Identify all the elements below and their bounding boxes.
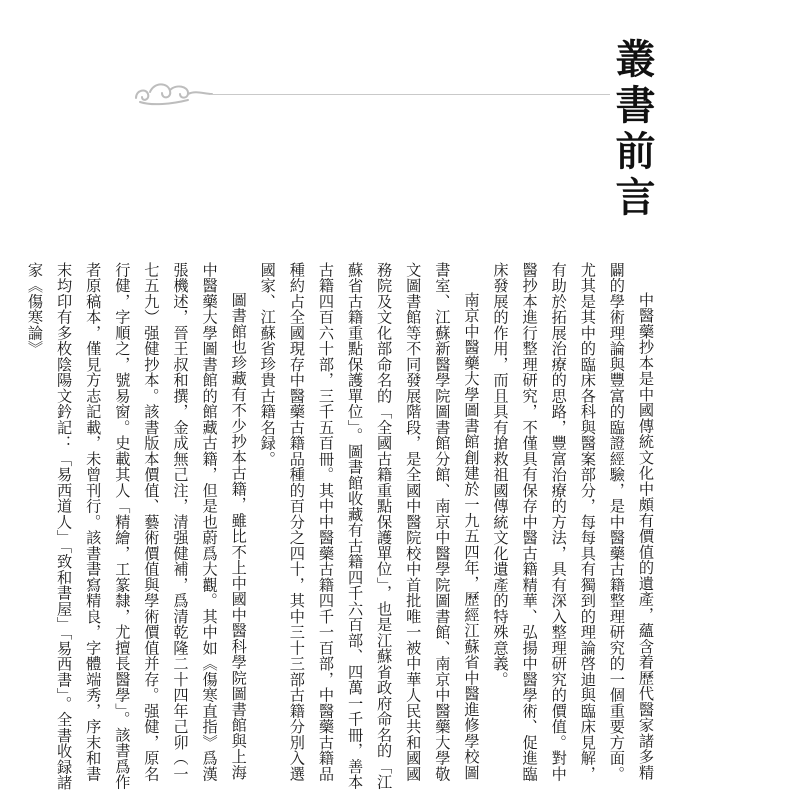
paragraph: 中醫藥抄本是中國傳統文化中頗有價值的遺產，蘊含着歷代醫家諸多精闢的學術理論與豐富的臨證經驗，是中醫藥古籍整理研究的一個重要方面。尤其是其中的臨床各科與醫案部分，每每具有獨到的理論啓迪與臨床見解，有助於拓展治療的思路，豐富治療的方法，具有深入整理研究的價值。對中醫抄本進行整理研究，不僅具有保存中醫古籍精華、弘揚中醫學術、促進臨床發展的作用，而且具有搶救祖國傳統文化遺產的特殊意義。 [491, 262, 655, 782]
header-rule [210, 94, 610, 95]
cloud-ornament-icon [132, 78, 216, 108]
paragraph: 圖書館也珍藏有不少抄本古籍，雖比不上中國中醫科學院圖書館與上海中醫藥大學圖書館的館藏古籍，但是也蔚爲大觀。其中如《傷寒直指》爲漢張機述，晉王叔和撰，金成無己注，清强健補，爲清乾隆二十四年己卯（一七五九）强健抄本。該書版本價值、藝術價值與學術價值并存。强健，原名行健，字順之，號易窗。史載其人「精繪，工篆隸，尤擅長醫學」。該書爲作者原稿本，僅見方志記載，未曾刊行。該書書寫精良，字體端秀，序末和書末均印有多枚陰陽文鈐記：「易西道人」「致和書屋」「易西書」。全書收録諸家《傷寒論》 [26, 262, 248, 791]
page-title: 叢書前言 [609, 38, 656, 222]
body-text [26, 262, 660, 792]
paragraph: 南京中醫藥大學圖書館創建於一九五四年，歷經江蘇省中醫進修學校圖書室、江蘇新醫學院圖書館分館、南京中醫學院圖書館、南京中醫藥大學敬文圖書館等不同發展階段，是全國中醫院校中首批唯一被中華人民共和國國務院及文化部命名的「全國古籍重點保護單位」，也是江蘇省政府命名的「江蘇省古籍重點保護單位」。圖書館收藏有古籍四千六百部、四萬一千冊，善本古籍四百六十部，三千五百冊。其中中醫藥古籍四千一百部，中醫藥古籍品種約占全國現存中醫藥古籍品種的百分之四十，其中三十三部古籍分別入選國家、江蘇省珍貴古籍名録。 [258, 262, 481, 790]
